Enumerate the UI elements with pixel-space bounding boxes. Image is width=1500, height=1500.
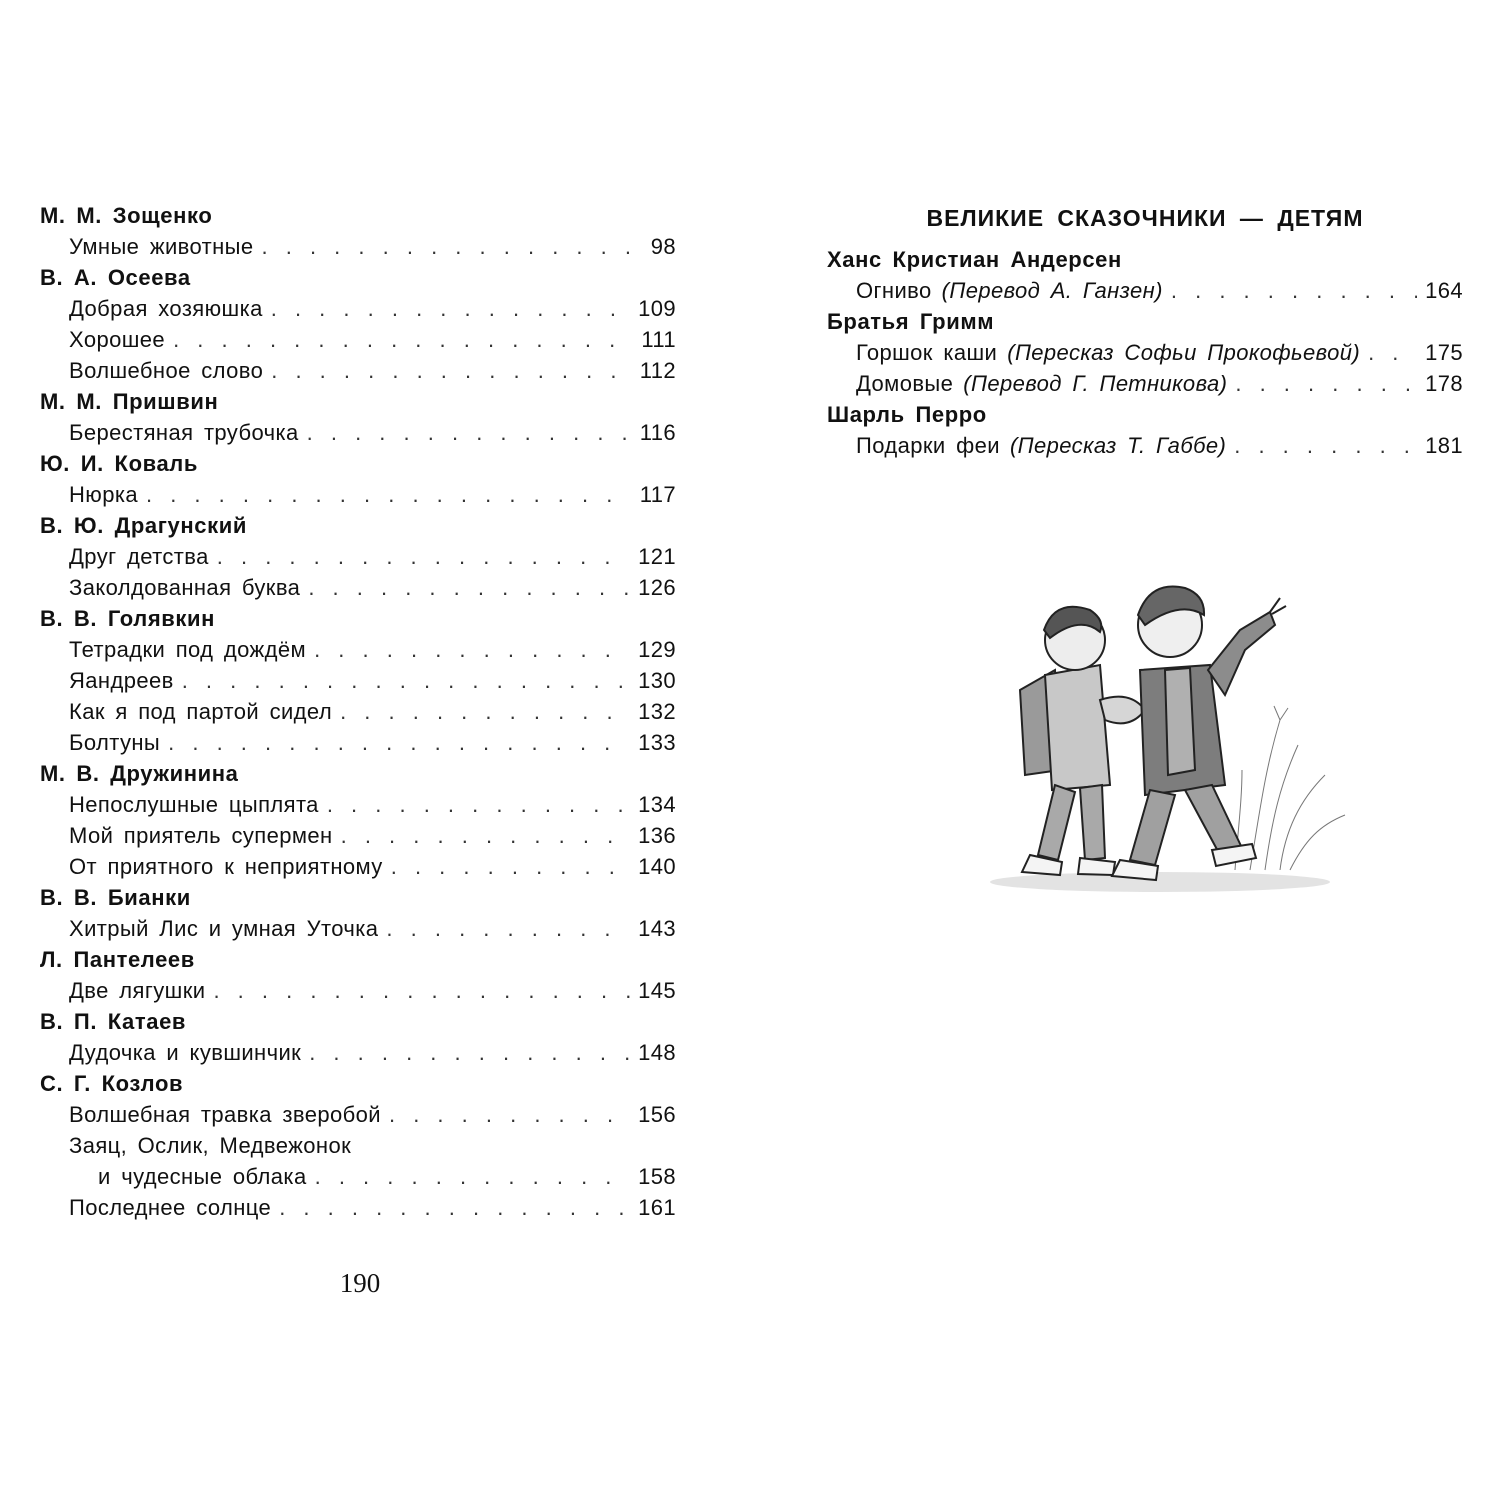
dot-leader xyxy=(217,541,630,572)
toc-entry[interactable] xyxy=(40,913,676,944)
toc-entry[interactable] xyxy=(40,975,676,1006)
entry-title: Яандреев xyxy=(69,668,174,693)
toc-entry[interactable] xyxy=(40,789,676,820)
entry-title: Умные животные xyxy=(69,234,254,259)
entry-page: 158 xyxy=(638,1164,676,1189)
entry-title: Друг детства xyxy=(69,544,209,569)
toc-entry[interactable] xyxy=(40,479,676,510)
toc-entry[interactable] xyxy=(40,665,676,696)
dot-leader xyxy=(182,665,630,696)
entry-title: От приятного к неприятному xyxy=(69,854,383,879)
entry-title: Хорошее xyxy=(69,327,166,352)
dot-leader xyxy=(262,231,643,262)
toc-entry[interactable] xyxy=(40,1037,676,1068)
toc-entry[interactable] xyxy=(40,324,676,355)
entry-page: 143 xyxy=(638,916,676,941)
toc-entry[interactable] xyxy=(40,1161,676,1192)
author-group xyxy=(827,399,1463,461)
entry-title: Болтуны xyxy=(69,730,161,755)
entry-page: 140 xyxy=(638,854,676,879)
author-group xyxy=(827,306,1463,399)
dot-leader xyxy=(389,1099,630,1130)
author-group xyxy=(40,758,676,882)
entry-page: 112 xyxy=(639,358,676,383)
toc-entry[interactable] xyxy=(40,1192,676,1223)
section-title: ВЕЛИКИЕ СКАЗОЧНИКИ — ДЕТЯМ xyxy=(926,205,1364,231)
entry-page: 175 xyxy=(1425,340,1463,365)
translator-note: (Перевод А. Ганзен) xyxy=(941,278,1163,303)
toc-entry[interactable] xyxy=(40,572,676,603)
author-name: В. П. Катаев xyxy=(40,1009,187,1034)
author-name: С. Г. Козлов xyxy=(40,1071,184,1096)
boys-walking-illustration xyxy=(980,570,1360,900)
entry-title: Мой приятель супермен xyxy=(69,823,333,848)
toc-entry[interactable] xyxy=(40,820,676,851)
author-name: Шарль Перро xyxy=(827,402,987,427)
entry-page: 145 xyxy=(638,978,676,1003)
author-name: Ю. И. Коваль xyxy=(40,451,198,476)
dot-leader xyxy=(327,789,630,820)
entry-title: Горшок каши xyxy=(856,340,998,365)
author-name: М. М. Зощенко xyxy=(40,203,213,228)
entry-page: 109 xyxy=(638,296,676,321)
entry-page: 133 xyxy=(638,730,676,755)
entry-title: Добрая хозяюшка xyxy=(69,296,263,321)
dot-leader xyxy=(1368,337,1417,368)
entry-page: 181 xyxy=(1425,433,1463,458)
toc-entry[interactable] xyxy=(827,368,1463,399)
author-name: Л. Пантелеев xyxy=(40,947,195,972)
author-group xyxy=(40,944,676,1006)
entry-page: 121 xyxy=(638,544,676,569)
dot-leader xyxy=(271,355,631,386)
dot-leader xyxy=(386,913,630,944)
entry-page: 111 xyxy=(641,327,676,352)
dot-leader xyxy=(213,975,630,1006)
entry-title-second-line: и чудесные облака xyxy=(98,1164,307,1189)
entry-page: 136 xyxy=(638,823,676,848)
entry-title: Тетрадки под дождём xyxy=(69,637,307,662)
entry-title-first-line[interactable]: Заяц, Ослик, Медвежонок xyxy=(69,1133,352,1158)
toc-entry[interactable] xyxy=(827,275,1463,306)
author-group xyxy=(40,1006,676,1068)
entry-page: 134 xyxy=(638,792,676,817)
author-name: В. В. Бианки xyxy=(40,885,191,910)
entry-title: Волшебная травка зверобой xyxy=(69,1102,381,1127)
author-group xyxy=(40,200,676,262)
author-group xyxy=(827,244,1463,306)
entry-page: 156 xyxy=(638,1102,676,1127)
page-number: 190 xyxy=(339,1268,381,1298)
entry-title: Непослушные цыплята xyxy=(69,792,319,817)
toc-entry[interactable] xyxy=(40,417,676,448)
author-group xyxy=(40,262,676,386)
entry-page: 117 xyxy=(639,482,676,507)
author-group xyxy=(40,1068,676,1223)
dot-leader xyxy=(315,1161,631,1192)
translator-note: (Перевод Г. Петникова) xyxy=(963,371,1228,396)
dot-leader xyxy=(341,820,630,851)
dot-leader xyxy=(146,479,632,510)
toc-entry[interactable] xyxy=(40,1099,676,1130)
author-group xyxy=(40,448,676,510)
author-name: В. А. Осеева xyxy=(40,265,191,290)
entry-title: Огниво xyxy=(856,278,932,303)
author-group xyxy=(40,603,676,758)
entry-page: 132 xyxy=(638,699,676,724)
toc-entry[interactable] xyxy=(40,634,676,665)
dot-leader xyxy=(307,417,632,448)
entry-title: Домовые xyxy=(856,371,954,396)
author-group xyxy=(40,386,676,448)
entry-page: 148 xyxy=(638,1040,676,1065)
entry-title: Заколдованная буква xyxy=(69,575,301,600)
entry-page: 129 xyxy=(638,637,676,662)
dot-leader xyxy=(314,634,630,665)
entry-page: 116 xyxy=(639,420,676,445)
dot-leader xyxy=(391,851,630,882)
entry-page: 164 xyxy=(1425,278,1463,303)
dot-leader xyxy=(271,293,630,324)
author-name: М. В. Дружинина xyxy=(40,761,239,786)
entry-title: Берестяная трубочка xyxy=(69,420,299,445)
entry-page: 126 xyxy=(638,575,676,600)
author-name: Ханс Кристиан Андерсен xyxy=(827,247,1122,272)
dot-leader xyxy=(168,727,630,758)
dot-leader xyxy=(308,572,630,603)
translator-note: (Пересказ Т. Габбе) xyxy=(1009,433,1227,458)
entry-title: Две лягушки xyxy=(69,978,206,1003)
dot-leader xyxy=(279,1192,630,1223)
toc-entry[interactable] xyxy=(40,355,676,386)
toc-entry[interactable] xyxy=(827,430,1463,461)
entry-title: Дудочка и кувшинчик xyxy=(69,1040,302,1065)
entry-page: 130 xyxy=(638,668,676,693)
dot-leader xyxy=(1235,368,1417,399)
toc-entry[interactable] xyxy=(827,337,1463,368)
right-page-contents xyxy=(827,200,1463,461)
entry-page: 98 xyxy=(650,234,676,259)
dot-leader xyxy=(340,696,630,727)
author-name: М. М. Пришвин xyxy=(40,389,219,414)
dot-leader xyxy=(309,1037,630,1068)
toc-entry[interactable] xyxy=(40,696,676,727)
toc-entry[interactable] xyxy=(40,293,676,324)
author-group xyxy=(40,882,676,944)
left-page-contents xyxy=(40,200,676,1223)
entry-title: Хитрый Лис и умная Уточка xyxy=(69,916,379,941)
entry-page: 178 xyxy=(1425,371,1463,396)
toc-entry[interactable] xyxy=(40,727,676,758)
toc-entry[interactable] xyxy=(40,231,676,262)
dot-leader xyxy=(1171,275,1417,306)
entry-title: Подарки феи xyxy=(856,433,1000,458)
author-name: Братья Гримм xyxy=(827,309,995,334)
entry-title: Нюрка xyxy=(69,482,138,507)
author-group xyxy=(40,510,676,603)
entry-title: Последнее солнце xyxy=(69,1195,272,1220)
author-name: В. Ю. Драгунский xyxy=(40,513,247,538)
author-name: В. В. Голявкин xyxy=(40,606,216,631)
entry-title: Волшебное слово xyxy=(69,358,264,383)
entry-page: 161 xyxy=(638,1195,676,1220)
translator-note: (Пересказ Софьи Прокофьевой) xyxy=(1007,340,1361,365)
toc-entry[interactable] xyxy=(40,851,676,882)
toc-entry[interactable] xyxy=(40,541,676,572)
dot-leader xyxy=(173,324,633,355)
dot-leader xyxy=(1234,430,1417,461)
entry-title: Как я под партой сидел xyxy=(69,699,333,724)
